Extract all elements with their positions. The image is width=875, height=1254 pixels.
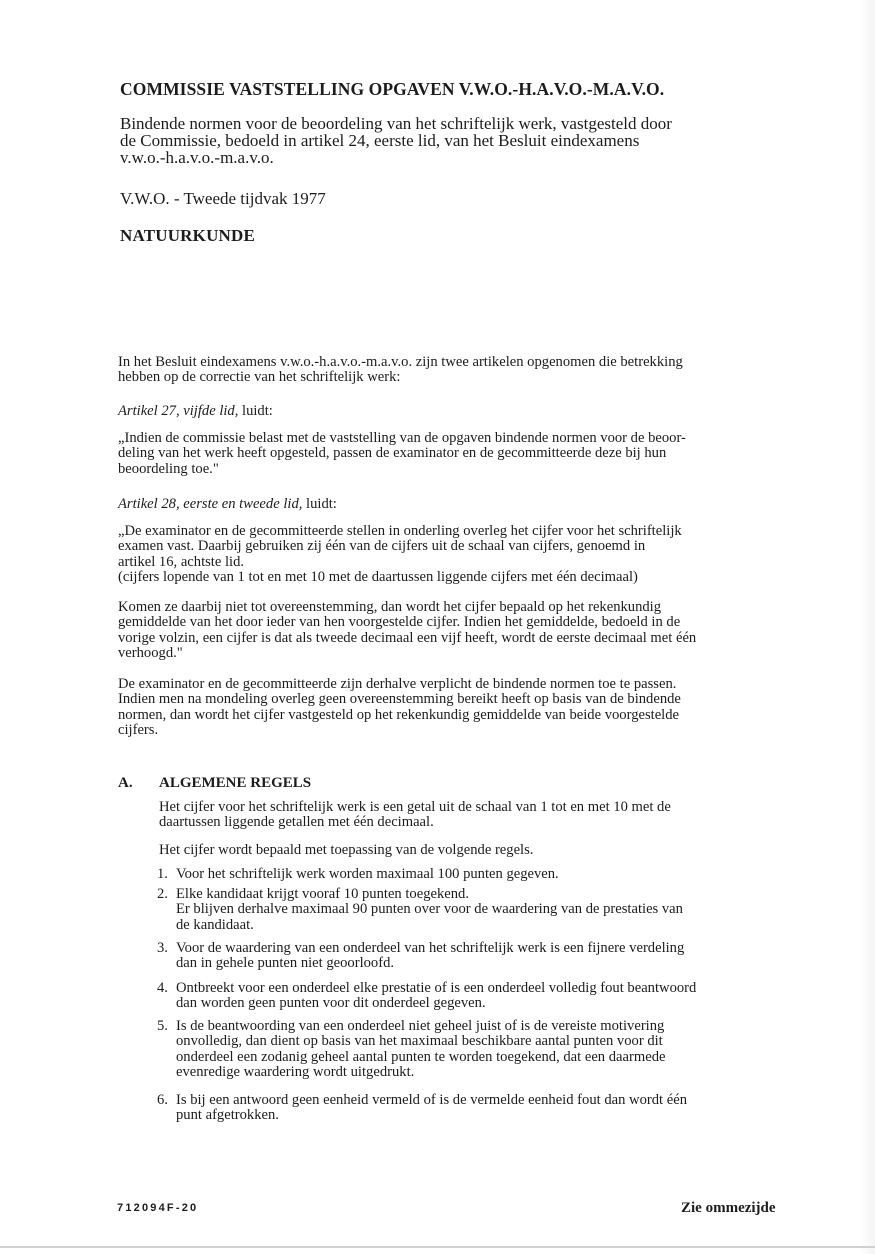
- rule-text: [176, 887, 781, 933]
- text-line: hebben op de correctie van het schriftelijk werk:: [118, 369, 401, 386]
- intro-line: de Commissie, bedoeld in artikel 24, eerste lid, van het Besluit eindexamens: [120, 131, 640, 150]
- article-28-heading: [118, 497, 778, 512]
- intro-paragraph: [120, 115, 790, 166]
- text-line: Is de beantwoording van een onderdeel niet geheel juist of is de vereiste motivering: [176, 1018, 665, 1034]
- article-27-heading: [118, 404, 778, 419]
- text-line: de kandidaat.: [176, 916, 254, 933]
- article-28-quote: [118, 524, 778, 586]
- text-line: punt afgetrokken.: [176, 1107, 279, 1124]
- text-line: examen vast. Daarbij gebruiken zij één van de cijfers uit de schaal van cijfers, genoemd in: [118, 538, 646, 555]
- text-line: De examinator en de gecommitteerde zijn derhalve verplicht de bindende normen toe te passen.: [118, 676, 677, 692]
- text-line: Voor het schriftelijk werk worden maximaal 100 punten gegeven.: [176, 866, 559, 882]
- text-line: Indien men na mondeling overleg geen overeenstemming bereikt heeft op basis van de bindende: [118, 691, 681, 708]
- section-title: ALGEMENE REGELS: [159, 775, 312, 791]
- text-line: In het Besluit eindexamens v.w.o.-h.a.v.o.-m.a.v.o. zijn twee artikelen opgenomen die betrekking: [118, 354, 683, 370]
- closing-paragraph: [118, 677, 778, 739]
- text-line: daartussen liggende getallen met één decimaal.: [159, 814, 434, 831]
- section-paragraph: [159, 843, 779, 858]
- rule-number: 5.: [157, 1018, 168, 1034]
- text-line: Ontbreekt voor een onderdeel elke prestatie of is een onderdeel volledig fout beantwoord: [176, 980, 697, 996]
- text-line: Voor de waardering van een onderdeel van het schriftelijk werk is een fijnere verdeling: [176, 940, 685, 956]
- text-line: onvolledig, dan dient op basis van het maximaal beschikbare aantal punten voor dit: [176, 1033, 663, 1050]
- text-line: verhoogd.": [118, 645, 183, 662]
- intro-line: Bindende normen voor de beoordeling van het schriftelijk werk, vastgesteld door: [120, 114, 672, 133]
- text-line: deling van het werk heeft opgesteld, passen de examinator en de gecommitteerde deze bij hun: [118, 445, 667, 462]
- article-27-ref: Artikel 27, vijfde lid,: [118, 403, 239, 419]
- next-page-note: Zie ommezijde: [681, 1200, 776, 1216]
- besluit-intro: [118, 355, 778, 386]
- text-line: Er blijven derhalve maximaal 90 punten over voor de waardering van de prestaties van: [176, 901, 683, 918]
- rule-text: [176, 867, 781, 882]
- text-line: beoordeling toe.": [118, 460, 219, 477]
- text-line: dan worden geen punten voor dit onderdeel gegeven.: [176, 995, 486, 1012]
- text-line: „De examinator en de gecommitteerde stellen in onderling overleg het cijfer voor het schriftelijk: [118, 523, 682, 539]
- rule-number: 4.: [157, 980, 168, 996]
- text-line: „Indien de commissie belast met de vaststelling van de opgaven bindende normen voor de beoor-: [118, 430, 686, 446]
- section-number: A.: [118, 775, 133, 791]
- text-line: cijfers.: [118, 722, 159, 739]
- text-line: Komen ze daarbij niet tot overeenstemming, dan wordt het cijfer bepaald op het rekenkundig: [118, 599, 662, 615]
- rule-text: [176, 941, 781, 972]
- article-27-quote: [118, 431, 778, 477]
- article-28-continuation: [118, 600, 778, 662]
- text-line: Het cijfer wordt bepaald met toepassing van de volgende regels.: [159, 842, 534, 858]
- rule-number: 1.: [157, 866, 168, 882]
- text-line: onderdeel een zodanig geheel aantal punten te worden toegekend, dat een daarmede: [176, 1048, 666, 1065]
- article-28-ref: Artikel 28, eerste en tweede lid,: [118, 496, 303, 512]
- exam-period: V.W.O. - Tweede tijdvak 1977: [120, 189, 326, 208]
- text-line: (cijfers lopende van 1 tot en met 10 met de daartussen liggende cijfers met één decimaal): [118, 569, 638, 586]
- article-27-luidt: luidt:: [238, 403, 273, 419]
- section-paragraph: [159, 800, 779, 831]
- document-title: COMMISSIE VASTSTELLING OPGAVEN V.W.O.-H.A.V.O.-M.A.V.O.: [120, 79, 665, 99]
- text-line: gemiddelde van het door ieder van hen voorgestelde cijfer. Indien het gemiddelde, bedoeld in de: [118, 614, 681, 631]
- rule-text: [176, 981, 781, 1012]
- text-line: artikel 16, achtste lid.: [118, 553, 245, 570]
- rule-number: 6.: [157, 1092, 168, 1108]
- page-bottom-edge: [0, 1246, 875, 1248]
- page-edge-shadow: [860, 0, 875, 1254]
- text-line: normen, dan wordt het cijfer vastgesteld op het rekenkundig gemiddelde van beide voorgestelde: [118, 706, 680, 723]
- text-line: Elke kandidaat krijgt vooraf 10 punten toegekend.: [176, 886, 470, 902]
- document-code: 712094F-20: [117, 1202, 199, 1214]
- rule-text: [176, 1093, 781, 1124]
- text-line: Het cijfer voor het schriftelijk werk is een getal uit de schaal van 1 tot en met 10 met de: [159, 799, 671, 815]
- rule-text: [176, 1019, 781, 1081]
- intro-line: v.w.o.-h.a.v.o.-m.a.v.o.: [120, 148, 274, 167]
- article-28-luidt: luidt:: [302, 496, 337, 512]
- text-line: dan in gehele punten niet geoorloofd.: [176, 955, 395, 972]
- rule-number: 3.: [157, 940, 168, 956]
- rule-number: 2.: [157, 886, 168, 902]
- text-line: Is bij een antwoord geen eenheid vermeld of is de vermelde eenheid fout dan wordt één: [176, 1092, 687, 1108]
- subject-heading: NATUURKUNDE: [120, 226, 256, 245]
- text-line: evenredige waardering wordt uitgedrukt.: [176, 1064, 415, 1081]
- text-line: vorige volzin, een cijfer is dat als tweede decimaal een vijf heeft, wordt de eerste decimaal met één: [118, 629, 697, 646]
